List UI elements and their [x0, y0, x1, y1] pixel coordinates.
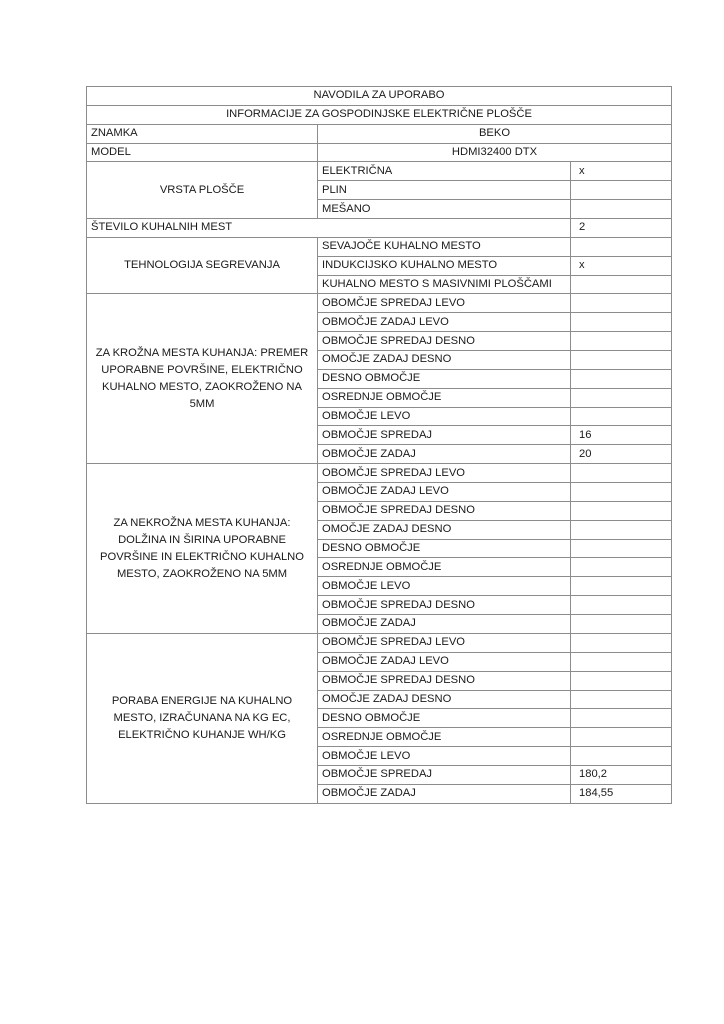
hob-type-option-value: x — [571, 162, 672, 181]
non-circular-zones-zone-value — [571, 520, 672, 539]
brand-value: BEKO — [318, 124, 672, 143]
energy-consumption-zone-value — [571, 633, 672, 652]
energy-consumption-zone-label: DESNO OBMOČJE — [318, 709, 571, 728]
non-circular-zones-zone-label: OBMOČJE ZADAJ — [318, 615, 571, 634]
non-circular-zones-zone-value — [571, 577, 672, 596]
non-circular-zones-zone-value — [571, 615, 672, 634]
energy-consumption-label: PORABA ENERGIJE NA KUHALNO MESTO, IZRAČUNANA NA KG EC, ELEKTRIČNO KUHANJE WH/KG — [87, 633, 318, 803]
non-circular-zones-zone-value — [571, 483, 672, 502]
hob-type-option-label: PLIN — [318, 181, 571, 200]
energy-consumption-zone-value — [571, 747, 672, 766]
hob-type-option-label: ELEKTRIČNA — [318, 162, 571, 181]
energy-consumption-zone-label: OBMOČJE LEVO — [318, 747, 571, 766]
title-row — [87, 87, 672, 106]
circular-zones-zone-value — [571, 332, 672, 351]
circular-zones-zone-label: OBMOČJE SPREDAJ DESNO — [318, 332, 571, 351]
heating-technology-option-label: KUHALNO MESTO S MASIVNIMI PLOŠČAMI — [318, 275, 571, 294]
brand-row — [87, 124, 672, 143]
heating-technology-option-value: x — [571, 256, 672, 275]
non-circular-zones-zone-label: OBOMČJE SPREDAJ LEVO — [318, 464, 571, 483]
circular-zones-zone-label: OSREDNJE OBMOČJE — [318, 388, 571, 407]
energy-consumption-zone-label: OBMOČJE ZADAJ — [318, 784, 571, 803]
energy-consumption-zone-value — [571, 690, 672, 709]
hob-type-option-value — [571, 181, 672, 200]
circular-zones-zone-label: OBMOČJE ZADAJ LEVO — [318, 313, 571, 332]
brand-label: ZNAMKA — [87, 124, 318, 143]
non-circular-zones-zone-label: OBMOČJE LEVO — [318, 577, 571, 596]
energy-consumption-zone-label: OBOMČJE SPREDAJ LEVO — [318, 633, 571, 652]
product-info-table — [86, 86, 672, 804]
energy-consumption-zone-label: OBMOČJE SPREDAJ DESNO — [318, 671, 571, 690]
heating-technology-option-label: INDUKCIJSKO KUHALNO MESTO — [318, 256, 571, 275]
energy-consumption-zone-value — [571, 728, 672, 747]
circular-zones-zone-value — [571, 407, 672, 426]
non-circular-zones-zone-label: OBMOČJE ZADAJ LEVO — [318, 483, 571, 502]
energy-consumption-zone-label: OBMOČJE ZADAJ LEVO — [318, 652, 571, 671]
hob-type-option-value — [571, 200, 672, 219]
energy-consumption-zone-label: OMOČJE ZADAJ DESNO — [318, 690, 571, 709]
heating-technology-option-value — [571, 237, 672, 256]
document-title: NAVODILA ZA UPORABO — [87, 87, 672, 106]
circular-zones-zone-label: OBMOČJE SPREDAJ — [318, 426, 571, 445]
circular-zones-zone-value — [571, 294, 672, 313]
hob-type-row — [87, 162, 672, 181]
circular-zones-zone-label: OMOČJE ZADAJ DESNO — [318, 351, 571, 370]
circular-zones-zone-value — [571, 313, 672, 332]
circular-zones-label: ZA KROŽNA MESTA KUHANJA: PREMER UPORABNE POVRŠINE, ELEKTRIČNO KUHALNO MESTO, ZAOKROŽENO NA 5MM — [87, 294, 318, 464]
energy-consumption-zone-value — [571, 671, 672, 690]
model-row — [87, 143, 672, 162]
non-circular-zones-zone-value — [571, 596, 672, 615]
non-circular-zones-zone-value — [571, 464, 672, 483]
non-circular-zones-zone-label: OBMOČJE SPREDAJ DESNO — [318, 501, 571, 520]
energy-consumption-zone-value — [571, 709, 672, 728]
model-value: HDMI32400 DTX — [318, 143, 672, 162]
heating-technology-option-label: SEVAJOČE KUHALNO MESTO — [318, 237, 571, 256]
hob-type-label: VRSTA PLOŠČE — [87, 162, 318, 219]
model-label: MODEL — [87, 143, 318, 162]
cooking-zones-count-row — [87, 219, 672, 238]
heating-technology-label: TEHNOLOGIJA SEGREVANJA — [87, 237, 318, 294]
hob-type-option-label: MEŠANO — [318, 200, 571, 219]
non-circular-zones-label: ZA NEKROŽNA MESTA KUHANJA: DOLŽINA IN ŠIRINA UPORABNE POVRŠINE IN ELEKTRIČNO KUHALNO MESTO, ZAOKROŽENO NA 5MM — [87, 464, 318, 634]
heating-technology-row — [87, 237, 672, 256]
circular-zones-zone-label: OBMOČJE LEVO — [318, 407, 571, 426]
circular-zones-zone-value — [571, 369, 672, 388]
non-circular-zones-zone-value — [571, 539, 672, 558]
circular-zones-zone-label: OBMOČJE ZADAJ — [318, 445, 571, 464]
circular-zones-zone-label: DESNO OBMOČJE — [318, 369, 571, 388]
energy-consumption-zone-value — [571, 652, 672, 671]
non-circular-zones-row — [87, 464, 672, 483]
energy-consumption-row — [87, 633, 672, 652]
non-circular-zones-zone-label: DESNO OBMOČJE — [318, 539, 571, 558]
circular-zones-zone-value — [571, 388, 672, 407]
non-circular-zones-zone-value — [571, 501, 672, 520]
energy-consumption-zone-label: OBMOČJE SPREDAJ — [318, 765, 571, 784]
non-circular-zones-zone-label: OBMOČJE SPREDAJ DESNO — [318, 596, 571, 615]
circular-zones-row — [87, 294, 672, 313]
energy-consumption-zone-label: OSREDNJE OBMOČJE — [318, 728, 571, 747]
cooking-zones-count-value: 2 — [571, 219, 672, 238]
non-circular-zones-zone-label: OMOČJE ZADAJ DESNO — [318, 520, 571, 539]
non-circular-zones-zone-label: OSREDNJE OBMOČJE — [318, 558, 571, 577]
circular-zones-zone-value — [571, 351, 672, 370]
cooking-zones-count-label: ŠTEVILO KUHALNIH MEST — [87, 219, 571, 238]
circular-zones-zone-value: 20 — [571, 445, 672, 464]
circular-zones-zone-label: OBOMČJE SPREDAJ LEVO — [318, 294, 571, 313]
non-circular-zones-zone-value — [571, 558, 672, 577]
energy-consumption-zone-value: 184,55 — [571, 784, 672, 803]
energy-consumption-zone-value: 180,2 — [571, 765, 672, 784]
document-subtitle: INFORMACIJE ZA GOSPODINJSKE ELEKTRIČNE PLOŠČE — [87, 105, 672, 124]
subtitle-row — [87, 105, 672, 124]
circular-zones-zone-value: 16 — [571, 426, 672, 445]
heating-technology-option-value — [571, 275, 672, 294]
